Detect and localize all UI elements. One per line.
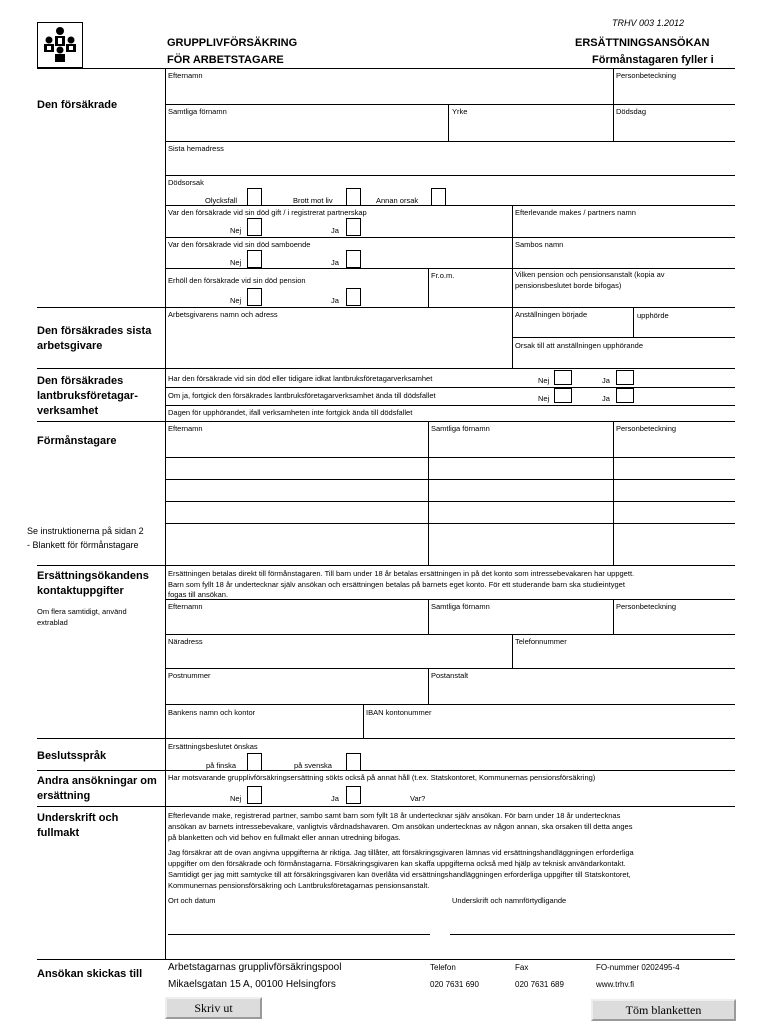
consent-text-2: uppgifter om den försäkrade och förmånstagarna. Försäkringsgivaren kan skaffa uppgifterna också med hjälp av teknisk användarkontakt. [168,859,626,868]
section-contact-2: kontaktuppgifter [37,585,124,597]
label-date-of-death: Dödsdag [616,107,647,116]
footer-phone-label: Telefon [430,963,456,972]
swedish-checkbox[interactable] [346,753,361,771]
cohabiting-no-checkbox[interactable] [247,250,262,268]
label-iban: IBAN kontonummer [366,708,432,717]
label-farm-question-3: Dagen för upphörandet, ifall verksamheten inte fortgick ända till dödsfallet [168,408,413,417]
contact-info-line-3: fogas till ansökan. [168,590,229,599]
insured-firstnames-field[interactable] [166,117,447,140]
date-of-death-field[interactable] [614,117,734,140]
other-yes-checkbox[interactable] [346,786,361,804]
consent-text-3: Samtidigt ger jag mitt samtycke till att försäkringsgivaren kan överlåta vid ersättningshandläggningen erforderliga uppgifter till Statskontoret, [168,870,631,879]
contact-info-line-1: Ersättningen betalas direkt till förmånstagaren. Till barn under 18 år betalas ersättningen in på det konto som intressebevakaren har uppgett. [168,569,635,578]
print-button[interactable]: Skriv ut [165,997,262,1019]
label-other-yes: Ja [331,794,339,803]
insured-personal-id-field[interactable] [614,80,734,103]
label-partner-name: Sambos namn [515,240,564,249]
label-finnish: på finska [206,761,237,770]
label-other-cause: Annan orsak [376,196,419,205]
label-beneficiary-firstnames: Samtliga förnamn [431,424,490,433]
label-street-address: Näradress [168,637,203,646]
section-employer-2: arbetsgivare [37,340,103,352]
footer-phone: 020 7631 690 [430,980,479,989]
married-no-checkbox[interactable] [247,218,262,236]
beneficiary-row-2[interactable] [166,480,734,500]
logo [37,22,83,68]
footer-address: Mikaelsgatan 15 A, 00100 Helsingfors [168,979,336,990]
farm-q2-no-checkbox[interactable] [554,388,572,403]
cohabiting-yes-checkbox[interactable] [346,250,361,268]
label-personal-id: Personbeteckning [616,71,677,80]
beneficiary-row-4[interactable] [166,524,734,564]
label-contact-lastname: Efternamn [168,602,203,611]
label-pension-no: Nej [230,296,242,305]
label-employment-end: upphörde [637,311,669,320]
consent-text-4: Kommunernas pensionsförsäkring och Lantbruksföretagarnas pensionsanstalt. [168,881,430,890]
label-pension: Erhöll den försäkrade vid sin död pension [168,276,306,285]
label-beneficiary-lastname: Efternamn [168,424,203,433]
signature-info-1: Efterlevande make, registrerad partner, sambo samt barn som fyllt 18 år undertecknar själv ansökan. För barn under 18 år undertecknas [168,811,621,820]
insured-lastname-field[interactable] [166,80,612,103]
label-farm-q2-no: Nej [538,394,550,403]
farm-q1-no-checkbox[interactable] [554,370,572,385]
footer-business-id: FO-nummer 0202495-4 [596,963,680,972]
label-farm-q1-no: Nej [538,376,550,385]
married-yes-checkbox[interactable] [346,218,361,236]
footer-org: Arbetstagarnas grupplivförsäkringspool [168,962,342,973]
signature-info-2: ansökan av barnets intressebevakare, vanligtvis vårdnadshavaren. Om ansökan undertecknas av någon annan, ska orsaken till detta anges [168,822,633,831]
occupation-field[interactable] [449,117,612,140]
label-swedish: på svenska [294,761,332,770]
section-farm-2: lantbruksföretagar- [37,390,138,402]
label-decision-language: Ersättningsbeslutet önskas [168,742,258,751]
label-phone: Telefonnummer [515,637,567,646]
label-from-date: Fr.o.m. [431,271,455,280]
logo-icon [38,23,82,67]
section-insured: Den försäkrade [37,99,118,111]
contact-note-2: extrablad [37,618,68,627]
section-send-to: Ansökan skickas till [37,968,143,980]
crime-checkbox[interactable] [346,188,361,206]
footer-divider [37,959,735,960]
section-signature-2: fullmakt [37,827,80,839]
label-contact-firstnames: Samtliga förnamn [431,602,490,611]
pension-no-checkbox[interactable] [247,288,262,306]
signature-info-3: på blanketten och vid behov en fullmakt eller annan utredning bifogas. [168,833,401,842]
form-reference: TRHV 003 1.2012 [612,18,685,28]
label-married-yes: Ja [331,226,339,235]
pension-yes-checkbox[interactable] [346,288,361,306]
label-married: Var den försäkrade vid sin död gift / i registrerat partnerskap [168,208,367,217]
section-signature-1: Underskrift och [37,812,119,824]
label-home-address: Sista hemadress [168,144,224,153]
label-pension-institution-1: Vilken pension och pensionsanstalt (kopia av [515,270,665,279]
label-married-no: Nej [230,226,242,235]
beneficiary-row-3[interactable] [166,502,734,522]
consent-text-1: Jag försäkrar att de ovan angivna uppgifterna är riktiga. Jag tillåter, att försäkringsgivaren lämnas vid ersättningshandläggningen erforderliga [168,848,634,857]
label-lastname: Efternamn [168,71,203,80]
section-other-applications-2: ersättning [37,790,91,802]
farm-q2-yes-checkbox[interactable] [616,388,634,403]
contact-info-line-2: Barn som fyllt 18 år undertecknar själv ansökan och ersättningen betalas på barnets eget konto. För ett studerande barn ska studieintyget [168,580,625,589]
label-spouse-name: Efterlevande makes / partners namn [515,208,636,217]
footer-fax-label: Fax [515,963,529,972]
contact-note-1: Om flera samtidigt, använd [37,607,127,616]
label-pension-yes: Ja [331,296,339,305]
label-termination-reason: Orsak till att anställningen upphörande [515,341,643,350]
label-other-no: Nej [230,794,242,803]
label-farm-question-1: Har den försäkrade vid sin död eller tidigare idkat lantbruksföretagarverksamhet [168,374,433,383]
label-cohabiting-no: Nej [230,258,242,267]
label-beneficiary-personal-id: Personbeteckning [616,424,677,433]
section-beneficiary: Förmånstagare [37,435,117,447]
home-address-field[interactable] [166,154,734,174]
label-cohabiting-yes: Ja [331,258,339,267]
filled-by-note: Förmånstagaren fyller i [592,54,714,66]
farm-q1-yes-checkbox[interactable] [616,370,634,385]
beneficiary-row-1[interactable] [166,458,734,478]
label-post-office: Postanstalt [431,671,469,680]
title-line-1: GRUPPLIVFÖRSÄKRING [167,37,298,49]
signature-line [450,934,735,935]
label-cause-of-death: Dödsorsak [168,178,204,187]
label-pension-institution-2: pensionsbeslutet borde bifogas) [515,281,622,290]
employer-name-field[interactable] [166,320,511,367]
form-type-title: ERSÄTTNINGSANSÖKAN [575,37,710,49]
title-line-2: FÖR ARBETSTAGARE [167,54,284,66]
label-employment-start: Anställningen började [515,310,588,319]
instructions-note-1: Se instruktionerna på sidan 2 [27,526,144,536]
label-bank: Bankens namn och kontor [168,708,256,717]
label-other-applications: Har motsvarande grupplivförsäkringsersättning sökts också på annat håll (t.ex. Statskontoret, Kommunernas pensionsförsäkring) [168,773,596,782]
label-contact-personal-id: Personbeteckning [616,602,677,611]
label-occupation: Yrke [452,107,468,116]
section-other-applications-1: Andra ansökningar om [37,775,157,787]
label-crime: Brott mot liv [293,196,333,205]
instructions-note-2: - Blankett för förmånstagare [27,540,139,550]
finnish-checkbox[interactable] [247,753,262,771]
label-firstnames: Samtliga förnamn [168,107,227,116]
section-contact-1: Ersättningsökandens [37,570,149,582]
clear-form-button[interactable]: Töm blanketten [591,999,736,1021]
section-decision-language: Beslutsspråk [37,750,107,762]
accident-checkbox[interactable] [247,188,262,206]
other-cause-checkbox[interactable] [431,188,446,206]
section-farm-1: Den försäkrades [37,375,124,387]
label-farm-q1-yes: Ja [602,376,610,385]
footer-fax: 020 7631 689 [515,980,564,989]
section-farm-3: verksamhet [37,405,99,417]
label-place-date: Ort och datum [168,896,216,905]
label-farm-q2-yes: Ja [602,394,610,403]
place-date-line [168,934,430,935]
label-postal-code: Postnummer [168,671,211,680]
label-signature: Underskrift och namnförtydligande [452,896,567,905]
label-cohabiting: Var den försäkrade vid sin död samboende [168,240,311,249]
label-accident: Olycksfall [205,196,238,205]
label-where: Var? [410,794,426,803]
other-no-checkbox[interactable] [247,786,262,804]
section-employer-1: Den försäkrades sista [37,325,152,337]
footer-website: www.trhv.fi [596,980,635,989]
label-farm-question-2: Om ja, fortgick den försäkrades lantbruksföretagarverksamhet ända till dödsfallet [168,391,436,400]
label-employer-name: Arbetsgivarens namn och adress [168,310,278,319]
